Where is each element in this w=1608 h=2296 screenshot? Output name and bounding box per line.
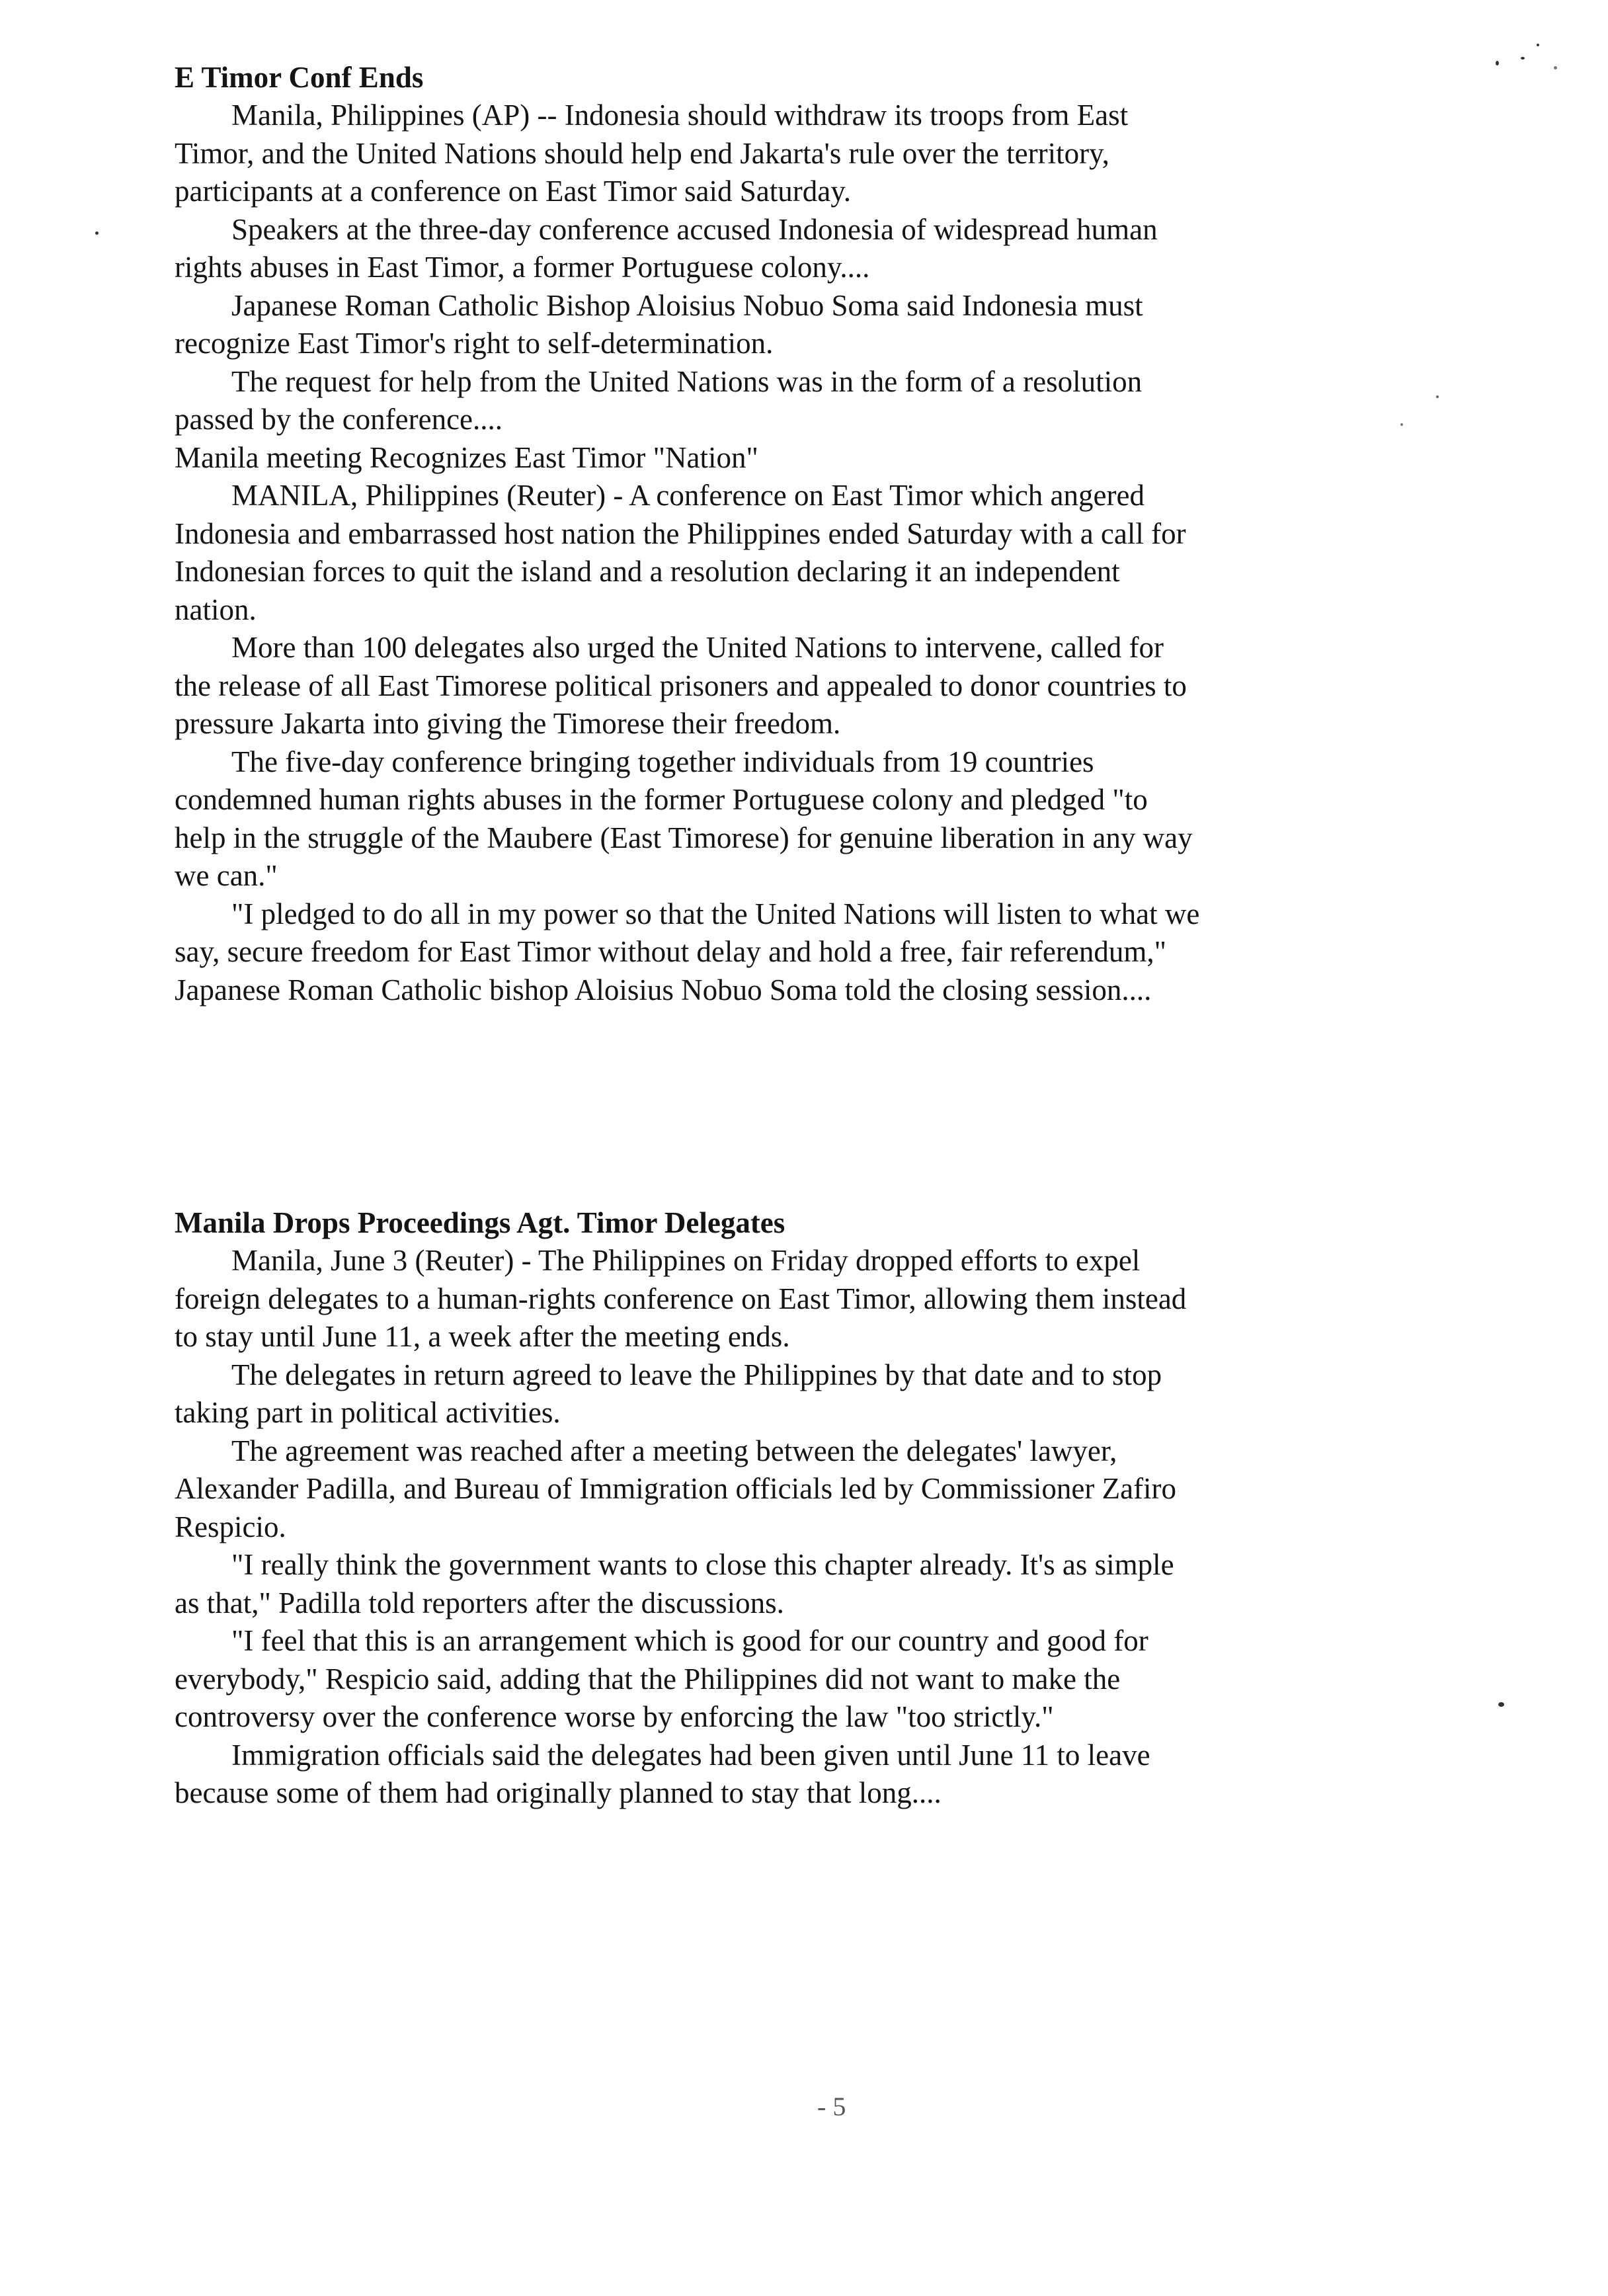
scan-speck (1554, 66, 1557, 69)
article-paragraph: Japanese Roman Catholic Bishop Aloisius Nobuo Soma said Indonesia must recognize East Timor's right to self-determination. (175, 288, 1143, 360)
article-paragraph: "I feel that this is an arrangement which is good for our country and good for everybody," Respicio said, adding that the Philippines did not want to make the controversy over the conference worse by enforcing the law "too strictly." (175, 1624, 1148, 1733)
scan-speck (1436, 395, 1439, 398)
article-paragraph: The delegates in return agreed to leave the Philippines by that date and to stop taking part in political activities. (175, 1358, 1162, 1429)
article-paragraph: The five-day conference bringing together individuals from 19 countries condemned human rights abuses in the former Portuguese colony and pledged "to help in the struggle of the Maubere (East Timorese) for genuine liberation in any way we can." (175, 745, 1193, 892)
scan-speck (1400, 423, 1403, 426)
scan-speck (1537, 44, 1539, 46)
article-paragraph: Manila, Philippines (AP) -- Indonesia should withdraw its troops from East Timor, and the United Nations should help end Jakarta's rule over the territory, participants at a conference on East Timor said Saturday. (175, 99, 1129, 208)
article-paragraph: Immigration officials said the delegates had been given until June 11 to leave because some of them had originally planned to stay that long.... (175, 1738, 1150, 1809)
scan-speck (1496, 61, 1499, 65)
article-paragraph: Manila, June 3 (Reuter) - The Philippines on Friday dropped efforts to expel foreign delegates to a human-rights conference on East Timor, allowing them instead to stay until June 11, a week after the meeting ends. (175, 1244, 1187, 1353)
scan-speck (95, 231, 99, 235)
article-paragraph: "I pledged to do all in my power so that the United Nations will listen to what we say, secure freedom for East Timor without delay and hold a free, fair referendum," Japanese Roman Catholic bishop Aloisius Nobuo Soma told the closing session.... (175, 897, 1200, 1006)
article-paragraph: Speakers at the three-day conference accused Indonesia of widespread human rights abuses in East Timor, a former Portuguese colony.... (175, 212, 1158, 284)
article-paragraph: The agreement was reached after a meeting between the delegates' lawyer, Alexander Padilla, and Bureau of Immigration officials led by Commissioner Zafiro Respicio. (175, 1434, 1177, 1543)
article-paragraph: More than 100 delegates also urged the United Nations to intervene, called for the release of all East Timorese political prisoners and appealed to donor countries to pressure Jakarta into giving the Timorese their freedom. (175, 631, 1187, 740)
article-headline: E Timor Conf Ends (175, 61, 424, 94)
article-paragraph: "I really think the government wants to close this chapter already. It's as simple as that," Padilla told reporters after the discussions. (175, 1548, 1174, 1620)
article-paragraph: The request for help from the United Nations was in the form of a resolution passed by the conference.... (175, 364, 1143, 436)
scan-speck (1521, 57, 1525, 60)
article-east-timor-conf-ends (175, 58, 1206, 1009)
scan-speck (1498, 1702, 1504, 1707)
page-number-mark: - 5 (817, 2092, 846, 2121)
article-paragraph: MANILA, Philippines (Reuter) - A conference on East Timor which angered Indonesia and embarrassed host nation the Philippines ended Saturday with a call for Indonesian forces to quit the island and a resolution declaring it an independent nation. (175, 479, 1186, 626)
article-manila-drops-proceedings (175, 1204, 1206, 1813)
article-headline: Manila Drops Proceedings Agt. Timor Delegates (175, 1206, 785, 1239)
article-subheading: Manila meeting Recognizes East Timor "Nation" (175, 440, 758, 474)
